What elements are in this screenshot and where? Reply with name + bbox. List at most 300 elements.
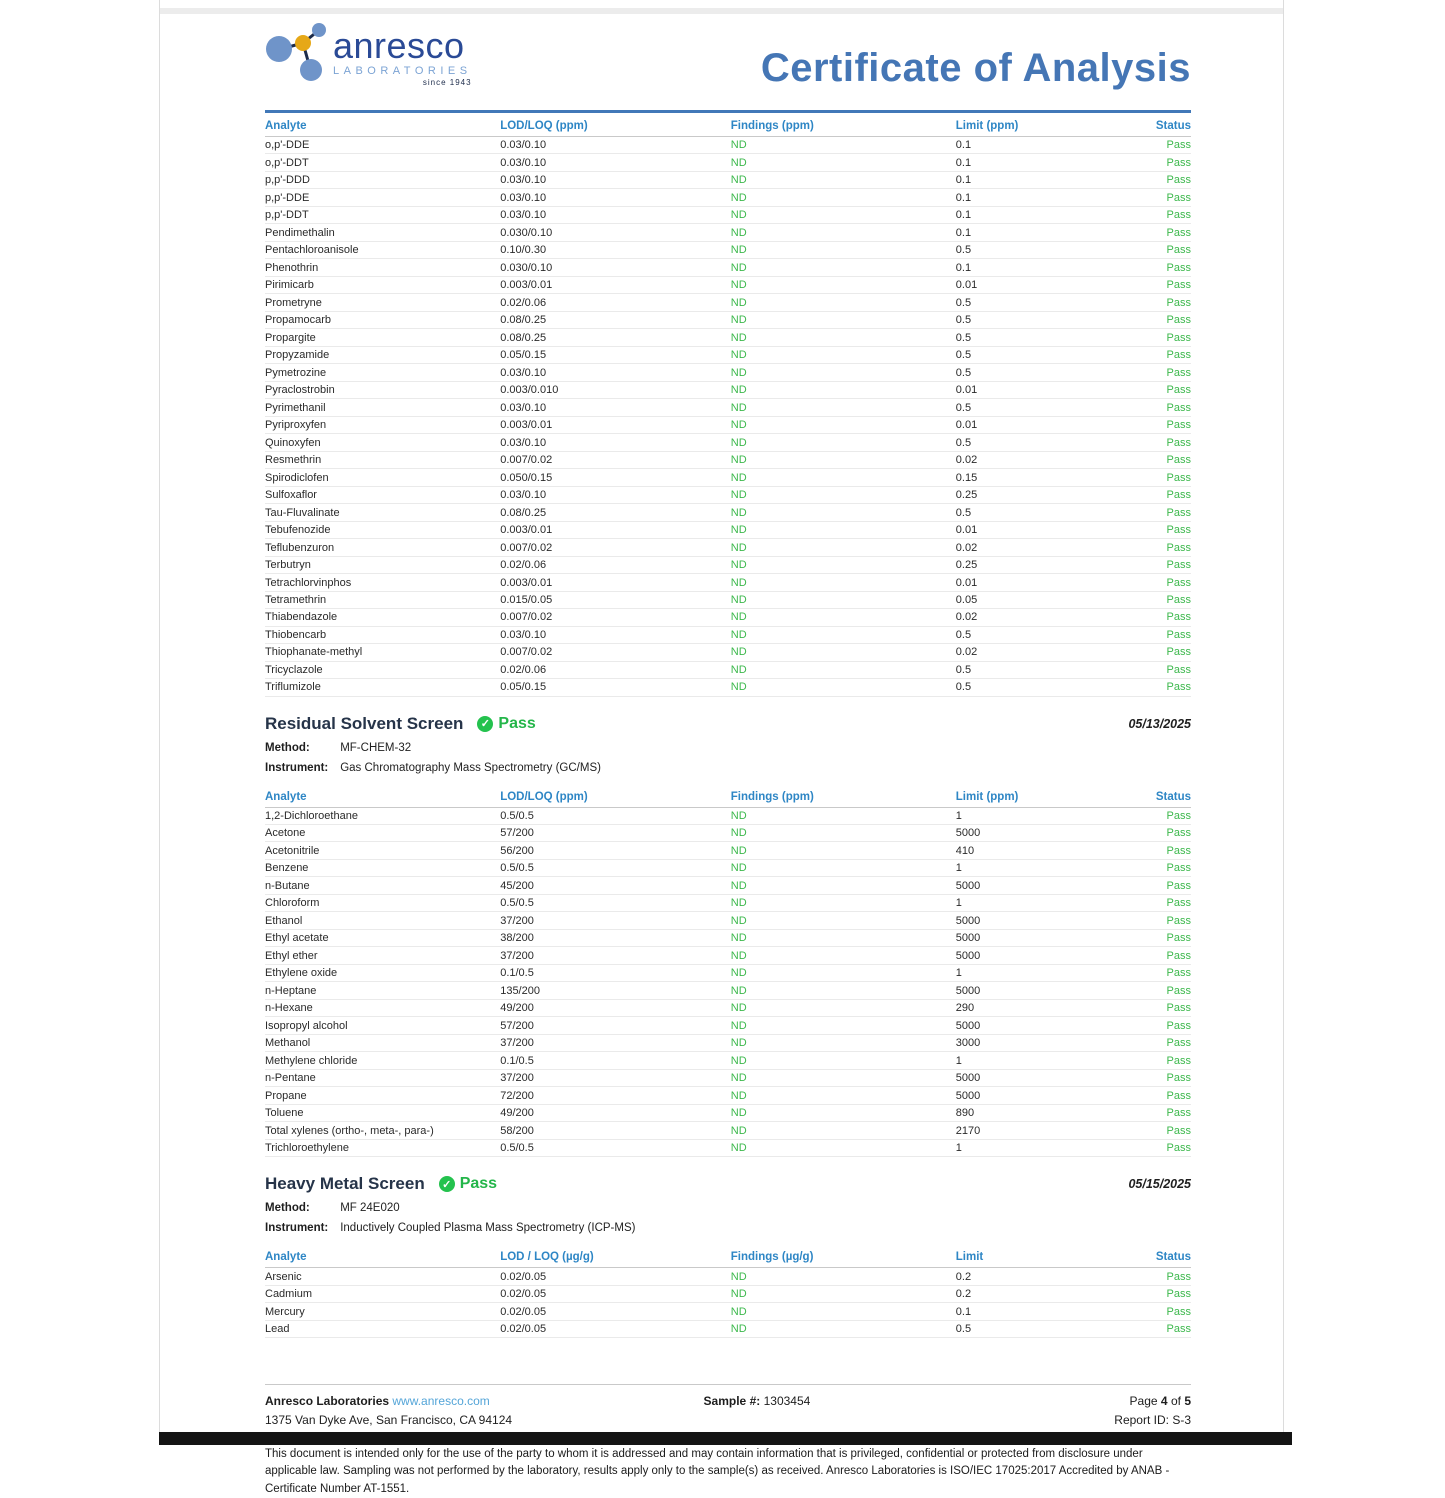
table-row bbox=[265, 259, 1191, 276]
limit-cell: 1 bbox=[956, 859, 1126, 876]
findings-cell: ND bbox=[731, 206, 956, 223]
analyte-cell: Arsenic bbox=[265, 1268, 500, 1285]
analyte-cell: Resmethrin bbox=[265, 451, 500, 468]
page-content bbox=[160, 22, 1283, 1498]
findings-cell: ND bbox=[731, 364, 956, 381]
of-word: of bbox=[1170, 1394, 1181, 1409]
status-cell: Pass bbox=[1126, 469, 1191, 486]
status-cell: Pass bbox=[1126, 1303, 1191, 1320]
col-lodloq: LOD / LOQ (µg/g) bbox=[500, 1244, 731, 1268]
analyte-cell: Thiophanate-methyl bbox=[265, 644, 500, 661]
table-row bbox=[265, 661, 1191, 678]
findings-cell: ND bbox=[731, 644, 956, 661]
page-title: Certificate of Analysis bbox=[760, 46, 1191, 90]
status-cell: Pass bbox=[1126, 206, 1191, 223]
table-row bbox=[265, 1052, 1191, 1069]
limit-cell: 0.01 bbox=[956, 521, 1126, 538]
analyte-cell: 1,2-Dichloroethane bbox=[265, 807, 500, 824]
limit-cell: 0.01 bbox=[956, 381, 1126, 398]
findings-cell: ND bbox=[731, 224, 956, 241]
limit-cell: 1 bbox=[956, 1139, 1126, 1156]
status-cell: Pass bbox=[1126, 539, 1191, 556]
lodloq-cell: 58/200 bbox=[500, 1122, 731, 1139]
lodloq-cell: 0.03/0.10 bbox=[500, 189, 731, 206]
analyte-cell: Pentachloroanisole bbox=[265, 241, 500, 258]
status-cell: Pass bbox=[1126, 1139, 1191, 1156]
analyte-cell: Acetone bbox=[265, 824, 500, 841]
limit-cell: 2170 bbox=[956, 1122, 1126, 1139]
molecule-logo-icon bbox=[265, 22, 327, 93]
status-cell: Pass bbox=[1126, 842, 1191, 859]
limit-cell: 0.5 bbox=[956, 626, 1126, 643]
col-analyte: Analyte bbox=[265, 1244, 500, 1268]
limit-cell: 5000 bbox=[956, 1017, 1126, 1034]
limit-cell: 0.2 bbox=[956, 1268, 1126, 1285]
lodloq-cell: 0.02/0.05 bbox=[500, 1303, 731, 1320]
status-cell: Pass bbox=[1126, 294, 1191, 311]
lodloq-cell: 0.007/0.02 bbox=[500, 451, 731, 468]
col-limit: Limit (ppm) bbox=[956, 784, 1126, 808]
findings-cell: ND bbox=[731, 521, 956, 538]
table-row bbox=[265, 434, 1191, 451]
limit-cell: 5000 bbox=[956, 1087, 1126, 1104]
limit-cell: 0.5 bbox=[956, 241, 1126, 258]
lodloq-cell: 0.03/0.10 bbox=[500, 206, 731, 223]
status-cell: Pass bbox=[1126, 399, 1191, 416]
status-cell: Pass bbox=[1126, 346, 1191, 363]
table-row bbox=[265, 912, 1191, 929]
page-top-strip bbox=[160, 8, 1283, 14]
status-cell: Pass bbox=[1126, 661, 1191, 678]
page-num: 4 bbox=[1160, 1394, 1168, 1409]
limit-cell: 290 bbox=[956, 999, 1126, 1016]
table-row bbox=[265, 154, 1191, 171]
analyte-cell: Terbutryn bbox=[265, 556, 500, 573]
footer-address: 1375 Van Dyke Ave, San Francisco, CA 94124 bbox=[265, 1413, 513, 1428]
status-cell: Pass bbox=[1126, 929, 1191, 946]
table-row bbox=[265, 364, 1191, 381]
analyte-cell: Propargite bbox=[265, 329, 500, 346]
findings-cell: ND bbox=[731, 842, 956, 859]
lodloq-cell: 0.08/0.25 bbox=[500, 504, 731, 521]
findings-cell: ND bbox=[731, 929, 956, 946]
lodloq-cell: 0.030/0.10 bbox=[500, 259, 731, 276]
lodloq-cell: 0.003/0.01 bbox=[500, 416, 731, 433]
status-cell: Pass bbox=[1126, 982, 1191, 999]
findings-cell: ND bbox=[731, 556, 956, 573]
analyte-cell: Sulfoxaflor bbox=[265, 486, 500, 503]
analyte-cell: Mercury bbox=[265, 1303, 500, 1320]
lodloq-cell: 49/200 bbox=[500, 1104, 731, 1121]
logo-since: since 1943 bbox=[422, 78, 472, 87]
page-word: Page bbox=[1129, 1394, 1158, 1409]
findings-cell: ND bbox=[731, 947, 956, 964]
limit-cell: 0.25 bbox=[956, 556, 1126, 573]
findings-cell: ND bbox=[731, 1034, 956, 1051]
page-total: 5 bbox=[1184, 1394, 1191, 1409]
status-cell: Pass bbox=[1126, 329, 1191, 346]
table-row bbox=[265, 1320, 1191, 1337]
lodloq-cell: 0.03/0.10 bbox=[500, 434, 731, 451]
findings-cell: ND bbox=[731, 1320, 956, 1337]
analyte-cell: n-Butane bbox=[265, 877, 500, 894]
findings-cell: ND bbox=[731, 894, 956, 911]
table-row bbox=[265, 504, 1191, 521]
status-cell: Pass bbox=[1126, 999, 1191, 1016]
lodloq-cell: 37/200 bbox=[500, 1034, 731, 1051]
findings-cell: ND bbox=[731, 574, 956, 591]
table-row bbox=[265, 1034, 1191, 1051]
table-row bbox=[265, 1069, 1191, 1086]
analyte-cell: Tricyclazole bbox=[265, 661, 500, 678]
findings-cell: ND bbox=[731, 451, 956, 468]
findings-cell: ND bbox=[731, 171, 956, 188]
findings-cell: ND bbox=[731, 1268, 956, 1285]
table-row bbox=[265, 486, 1191, 503]
analyte-cell: Trichloroethylene bbox=[265, 1139, 500, 1156]
lodloq-cell: 45/200 bbox=[500, 877, 731, 894]
status-cell: Pass bbox=[1126, 644, 1191, 661]
findings-cell: ND bbox=[731, 1017, 956, 1034]
limit-cell: 0.5 bbox=[956, 1320, 1126, 1337]
table-row bbox=[265, 947, 1191, 964]
table-row bbox=[265, 294, 1191, 311]
limit-cell: 0.1 bbox=[956, 206, 1126, 223]
instrument-line bbox=[265, 1222, 1191, 1234]
pass-status-label: Pass bbox=[459, 1175, 498, 1193]
analyte-cell: Lead bbox=[265, 1320, 500, 1337]
analyte-cell: Teflubenzuron bbox=[265, 539, 500, 556]
limit-cell: 0.1 bbox=[956, 224, 1126, 241]
limit-cell: 0.1 bbox=[956, 259, 1126, 276]
lodloq-cell: 0.1/0.5 bbox=[500, 964, 731, 981]
analyte-cell: Pymetrozine bbox=[265, 364, 500, 381]
status-cell: Pass bbox=[1126, 189, 1191, 206]
findings-cell: ND bbox=[731, 346, 956, 363]
analyte-cell: Pirimicarb bbox=[265, 276, 500, 293]
status-cell: Pass bbox=[1126, 276, 1191, 293]
status-cell: Pass bbox=[1126, 1087, 1191, 1104]
analyte-cell: Isopropyl alcohol bbox=[265, 1017, 500, 1034]
solvent-table bbox=[265, 784, 1191, 1158]
col-findings: Findings (µg/g) bbox=[731, 1244, 956, 1268]
analyte-cell: Thiobencarb bbox=[265, 626, 500, 643]
limit-cell: 5000 bbox=[956, 877, 1126, 894]
findings-cell: ND bbox=[731, 434, 956, 451]
status-cell: Pass bbox=[1126, 1122, 1191, 1139]
limit-cell: 0.5 bbox=[956, 364, 1126, 381]
analyte-cell: Propane bbox=[265, 1087, 500, 1104]
status-cell: Pass bbox=[1126, 556, 1191, 573]
findings-cell: ND bbox=[731, 1087, 956, 1104]
logo-subtitle: LABORATORIES bbox=[333, 65, 472, 77]
findings-cell: ND bbox=[731, 329, 956, 346]
findings-cell: ND bbox=[731, 679, 956, 696]
findings-cell: ND bbox=[731, 137, 956, 154]
table-row bbox=[265, 626, 1191, 643]
findings-cell: ND bbox=[731, 1285, 956, 1302]
footer-right bbox=[902, 1394, 1191, 1432]
table-row bbox=[265, 644, 1191, 661]
status-cell: Pass bbox=[1126, 1052, 1191, 1069]
section-residual-solvent bbox=[265, 714, 1191, 1158]
findings-cell: ND bbox=[731, 877, 956, 894]
bottom-black-bar bbox=[159, 1432, 1292, 1445]
lodloq-cell: 135/200 bbox=[500, 982, 731, 999]
method-label: Method: bbox=[265, 1202, 310, 1215]
col-limit: Limit bbox=[956, 1244, 1126, 1268]
limit-cell: 0.1 bbox=[956, 154, 1126, 171]
findings-cell: ND bbox=[731, 999, 956, 1016]
limit-cell: 0.1 bbox=[956, 137, 1126, 154]
analyte-cell: Prometryne bbox=[265, 294, 500, 311]
status-cell: Pass bbox=[1126, 807, 1191, 824]
lodloq-cell: 0.003/0.01 bbox=[500, 521, 731, 538]
coa-page bbox=[159, 0, 1284, 1495]
lodloq-cell: 37/200 bbox=[500, 912, 731, 929]
table-row bbox=[265, 679, 1191, 696]
analyte-cell: Tebufenozide bbox=[265, 521, 500, 538]
logo-name: anresco bbox=[333, 25, 465, 66]
findings-cell: ND bbox=[731, 259, 956, 276]
table-row bbox=[265, 894, 1191, 911]
findings-cell: ND bbox=[731, 912, 956, 929]
lodloq-cell: 38/200 bbox=[500, 929, 731, 946]
analyte-cell: Phenothrin bbox=[265, 259, 500, 276]
lodloq-cell: 0.003/0.01 bbox=[500, 574, 731, 591]
anresco-logo bbox=[265, 22, 472, 93]
col-analyte: Analyte bbox=[265, 784, 500, 808]
findings-cell: ND bbox=[731, 1069, 956, 1086]
section-date: 05/15/2025 bbox=[1128, 1177, 1191, 1192]
table-row bbox=[265, 842, 1191, 859]
findings-cell: ND bbox=[731, 381, 956, 398]
lodloq-cell: 0.050/0.15 bbox=[500, 469, 731, 486]
lodloq-cell: 0.02/0.06 bbox=[500, 661, 731, 678]
status-cell: Pass bbox=[1126, 1268, 1191, 1285]
table-row bbox=[265, 609, 1191, 626]
analyte-cell: p,p'-DDE bbox=[265, 189, 500, 206]
lodloq-cell: 0.02/0.06 bbox=[500, 294, 731, 311]
method-value: MF-CHEM-32 bbox=[340, 741, 412, 754]
analyte-cell: Acetonitrile bbox=[265, 842, 500, 859]
table-row bbox=[265, 877, 1191, 894]
limit-cell: 0.5 bbox=[956, 311, 1126, 328]
status-cell: Pass bbox=[1126, 1285, 1191, 1302]
findings-cell: ND bbox=[731, 189, 956, 206]
instrument-label: Instrument: bbox=[265, 1222, 329, 1235]
analyte-cell: p,p'-DDT bbox=[265, 206, 500, 223]
lodloq-cell: 0.03/0.10 bbox=[500, 486, 731, 503]
status-cell: Pass bbox=[1126, 171, 1191, 188]
analyte-cell: Ethyl acetate bbox=[265, 929, 500, 946]
col-limit: Limit (ppm) bbox=[956, 113, 1126, 137]
table-row bbox=[265, 1139, 1191, 1156]
status-cell: Pass bbox=[1126, 416, 1191, 433]
col-status: Status bbox=[1126, 1244, 1191, 1268]
analyte-cell: Pendimethalin bbox=[265, 224, 500, 241]
analyte-cell: p,p'-DDD bbox=[265, 171, 500, 188]
status-cell: Pass bbox=[1126, 486, 1191, 503]
status-cell: Pass bbox=[1126, 859, 1191, 876]
method-line bbox=[265, 1202, 1191, 1214]
table-row bbox=[265, 1017, 1191, 1034]
col-findings: Findings (ppm) bbox=[731, 784, 956, 808]
section-title: Residual Solvent Screen bbox=[265, 713, 464, 733]
analyte-cell: Triflumizole bbox=[265, 679, 500, 696]
section-date: 05/13/2025 bbox=[1128, 716, 1191, 731]
method-value: MF 24E020 bbox=[340, 1202, 400, 1215]
status-cell: Pass bbox=[1126, 591, 1191, 608]
status-cell: Pass bbox=[1126, 504, 1191, 521]
lodloq-cell: 56/200 bbox=[500, 842, 731, 859]
lodloq-cell: 0.5/0.5 bbox=[500, 859, 731, 876]
limit-cell: 1 bbox=[956, 1052, 1126, 1069]
limit-cell: 0.5 bbox=[956, 679, 1126, 696]
findings-cell: ND bbox=[731, 311, 956, 328]
heavy-metal-table bbox=[265, 1244, 1191, 1338]
lodloq-cell: 0.5/0.5 bbox=[500, 807, 731, 824]
analyte-cell: Methylene chloride bbox=[265, 1052, 500, 1069]
pass-check-icon: ✓ bbox=[439, 1176, 455, 1192]
limit-cell: 0.02 bbox=[956, 539, 1126, 556]
limit-cell: 1 bbox=[956, 894, 1126, 911]
table-row bbox=[265, 399, 1191, 416]
col-analyte: Analyte bbox=[265, 113, 500, 137]
status-cell: Pass bbox=[1126, 1034, 1191, 1051]
analyte-cell: Methanol bbox=[265, 1034, 500, 1051]
limit-cell: 0.5 bbox=[956, 329, 1126, 346]
table-row bbox=[265, 451, 1191, 468]
findings-cell: ND bbox=[731, 276, 956, 293]
limit-cell: 5000 bbox=[956, 824, 1126, 841]
status-cell: Pass bbox=[1126, 964, 1191, 981]
table-header-row bbox=[265, 1244, 1191, 1268]
table-row bbox=[265, 206, 1191, 223]
analyte-cell: n-Pentane bbox=[265, 1069, 500, 1086]
lodloq-cell: 0.02/0.05 bbox=[500, 1320, 731, 1337]
lodloq-cell: 0.003/0.01 bbox=[500, 276, 731, 293]
lodloq-cell: 72/200 bbox=[500, 1087, 731, 1104]
status-cell: Pass bbox=[1126, 1104, 1191, 1121]
lodloq-cell: 0.08/0.25 bbox=[500, 329, 731, 346]
status-cell: Pass bbox=[1126, 824, 1191, 841]
findings-cell: ND bbox=[731, 416, 956, 433]
findings-cell: ND bbox=[731, 859, 956, 876]
findings-cell: ND bbox=[731, 964, 956, 981]
analyte-cell: n-Heptane bbox=[265, 982, 500, 999]
method-line bbox=[265, 742, 1191, 754]
status-cell: Pass bbox=[1126, 241, 1191, 258]
analyte-cell: Ethyl ether bbox=[265, 947, 500, 964]
table-row bbox=[265, 999, 1191, 1016]
lodloq-cell: 0.5/0.5 bbox=[500, 894, 731, 911]
analyte-cell: Tetrachlorvinphos bbox=[265, 574, 500, 591]
lodloq-cell: 0.1/0.5 bbox=[500, 1052, 731, 1069]
findings-cell: ND bbox=[731, 626, 956, 643]
footer-columns bbox=[265, 1394, 1191, 1432]
pass-check-icon: ✓ bbox=[477, 716, 493, 732]
analyte-cell: Propyzamide bbox=[265, 346, 500, 363]
lodloq-cell: 0.05/0.15 bbox=[500, 679, 731, 696]
status-cell: Pass bbox=[1126, 224, 1191, 241]
limit-cell: 0.2 bbox=[956, 1285, 1126, 1302]
limit-cell: 0.02 bbox=[956, 451, 1126, 468]
lodloq-cell: 0.02/0.05 bbox=[500, 1268, 731, 1285]
status-cell: Pass bbox=[1126, 451, 1191, 468]
analyte-cell: o,p'-DDT bbox=[265, 154, 500, 171]
status-cell: Pass bbox=[1126, 381, 1191, 398]
status-cell: Pass bbox=[1126, 311, 1191, 328]
table-row bbox=[265, 574, 1191, 591]
footer-website-link[interactable]: www.anresco.com bbox=[392, 1394, 490, 1409]
analyte-cell: Pyriproxyfen bbox=[265, 416, 500, 433]
analyte-cell: n-Hexane bbox=[265, 999, 500, 1016]
lodloq-cell: 0.007/0.02 bbox=[500, 644, 731, 661]
table-row bbox=[265, 137, 1191, 154]
findings-cell: ND bbox=[731, 154, 956, 171]
analyte-cell: Cadmium bbox=[265, 1285, 500, 1302]
lodloq-cell: 0.03/0.10 bbox=[500, 626, 731, 643]
limit-cell: 0.5 bbox=[956, 346, 1126, 363]
limit-cell: 1 bbox=[956, 964, 1126, 981]
findings-cell: ND bbox=[731, 1052, 956, 1069]
status-cell: Pass bbox=[1126, 609, 1191, 626]
status-cell: Pass bbox=[1126, 894, 1191, 911]
analyte-cell: Ethylene oxide bbox=[265, 964, 500, 981]
lodloq-cell: 0.003/0.010 bbox=[500, 381, 731, 398]
analyte-cell: o,p'-DDE bbox=[265, 137, 500, 154]
analyte-cell: Ethanol bbox=[265, 912, 500, 929]
table-row bbox=[265, 1268, 1191, 1285]
table-row bbox=[265, 469, 1191, 486]
limit-cell: 0.01 bbox=[956, 276, 1126, 293]
lodloq-cell: 0.05/0.15 bbox=[500, 346, 731, 363]
lodloq-cell: 37/200 bbox=[500, 1069, 731, 1086]
table-row bbox=[265, 556, 1191, 573]
findings-cell: ND bbox=[731, 1139, 956, 1156]
analyte-cell: Quinoxyfen bbox=[265, 434, 500, 451]
status-cell: Pass bbox=[1126, 626, 1191, 643]
table-row bbox=[265, 1285, 1191, 1302]
lodloq-cell: 0.03/0.10 bbox=[500, 364, 731, 381]
table-row bbox=[265, 1087, 1191, 1104]
section-head bbox=[265, 1174, 1191, 1194]
limit-cell: 5000 bbox=[956, 1069, 1126, 1086]
status-cell: Pass bbox=[1126, 877, 1191, 894]
findings-cell: ND bbox=[731, 1303, 956, 1320]
analyte-cell: Chloroform bbox=[265, 894, 500, 911]
instrument-value: Gas Chromatography Mass Spectrometry (GC/MS) bbox=[340, 761, 601, 774]
sample-value: 1303454 bbox=[763, 1394, 811, 1409]
analyte-cell: Benzene bbox=[265, 859, 500, 876]
table-header-row bbox=[265, 113, 1191, 137]
findings-cell: ND bbox=[731, 294, 956, 311]
limit-cell: 5000 bbox=[956, 982, 1126, 999]
table-row bbox=[265, 311, 1191, 328]
findings-cell: ND bbox=[731, 1104, 956, 1121]
limit-cell: 0.01 bbox=[956, 416, 1126, 433]
findings-cell: ND bbox=[731, 241, 956, 258]
table-row bbox=[265, 329, 1191, 346]
table-row bbox=[265, 982, 1191, 999]
pesticide-table bbox=[265, 113, 1191, 697]
logo-text bbox=[333, 25, 472, 87]
status-cell: Pass bbox=[1126, 1017, 1191, 1034]
table-row bbox=[265, 1303, 1191, 1320]
lodloq-cell: 0.007/0.02 bbox=[500, 609, 731, 626]
limit-cell: 0.02 bbox=[956, 644, 1126, 661]
